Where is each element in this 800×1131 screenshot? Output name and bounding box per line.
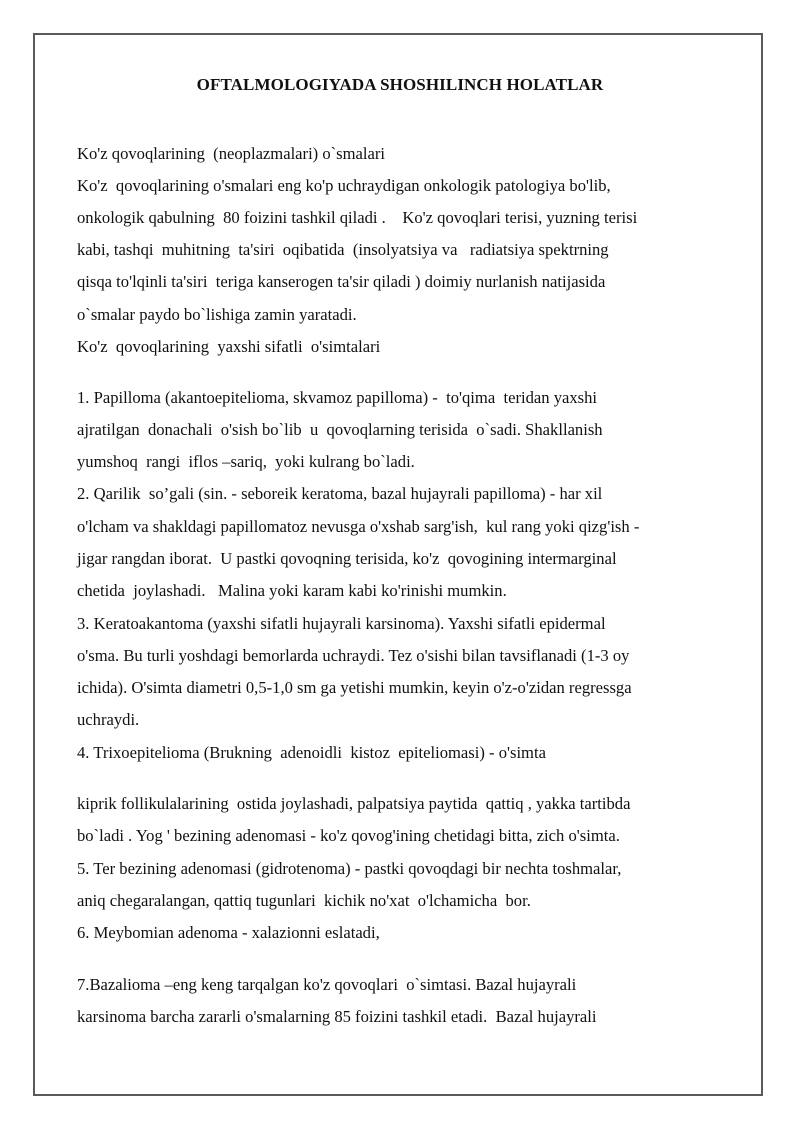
text-line: 3. Keratoakantoma (yaxshi sifatli hujayrali karsinoma). Yaxshi sifatli epidermal [77,614,606,633]
text-line: o'sma. Bu turli yoshdagi bemorlarda uchraydi. Tez o'sishi bilan tavsiflanadi (1-3 oy [77,646,630,665]
text-line: 6. Meybomian adenoma - xalazionni eslatadi, [77,923,380,942]
section-heading: Ko'z qovoqlarining yaxshi sifatli o'simtalari [77,337,381,356]
text-line: 1. Papilloma (akantoepitelioma, skvamoz papilloma) - to'qima teridan yaxshi [77,388,598,407]
text-line: kabi, tashqi muhitning ta'siri oqibatida (insolyatsiya va radiatsiya spektrning [77,240,609,259]
text-line: 7.Bazalioma –eng keng tarqalgan ko'z qovoqlari o`simtasi. Bazal hujayrali [77,975,577,994]
text-line: o`smalar paydo bo`lishiga zamin yaratadi. [77,305,357,324]
text-line: onkologik qabulning 80 foizini tashkil qiladi . Ko'z qovoqlari terisi, yuzning terisi [77,208,638,227]
text-line: o'lcham va shakldagi papillomatoz nevusga o'xshab sarg'ish, kul rang yoki qizg'ish - [77,517,640,536]
text-line: karsinoma barcha zararli o'smalarning 85 foizini tashkil etadi. Bazal hujayrali [77,1007,597,1026]
text-line: yumshoq rangi iflos –sariq, yoki kulrang bo`ladi. [77,452,415,471]
text-line: 4. Trixoepitelioma (Brukning adenoidli kistoz epiteliomasi) - o'simta [77,743,546,762]
text-line: ichida). O'simta diametri 0,5-1,0 sm ga yetishi mumkin, keyin o'z-o'zidan regressga [77,678,632,697]
text-line: ajratilgan donachali o'sish bo`lib u qovoqlarning terisida o`sadi. Shakllanish [77,420,603,439]
text-line: chetida joylashadi. Malina yoki karam kabi ko'rinishi mumkin. [77,581,507,600]
text-line: kiprik follikulalarining ostida joylashadi, palpatsiya paytida qattiq , yakka tartibda [77,794,631,813]
page-title: OFTALMOLOGIYADA SHOSHILINCH HOLATLAR [196,75,604,94]
text-line: 5. Ter bezining adenomasi (gidrotenoma) - pastki qovoqdagi bir nechta toshmalar, [77,859,622,878]
text-line: Ko'z qovoqlarining (neoplazmalari) o`smalari [77,144,386,163]
text-line: qisqa to'lqinli ta'siri teriga kanserogen ta'sir qiladi ) doimiy nurlanish natijasida [77,272,606,291]
text-line: bo`ladi . Yog ' bezining adenomasi - ko'z qovog'ining chetidagi bitta, zich o'simta. [77,826,620,845]
text-line: jigar rangdan iborat. U pastki qovoqning terisida, ko'z qovogining intermarginal [77,549,617,568]
text-line: uchraydi. [77,710,140,729]
text-line: 2. Qarilik so’gali (sin. - seboreik keratoma, bazal hujayrali papilloma) - har xil [77,484,603,503]
text-line: Ko'z qovoqlarining o'smalari eng ko'p uchraydigan onkologik patologiya bo'lib, [77,176,611,195]
text-line: aniq chegaralangan, qattiq tugunlari kichik no'xat o'lchamicha bor. [77,891,531,910]
